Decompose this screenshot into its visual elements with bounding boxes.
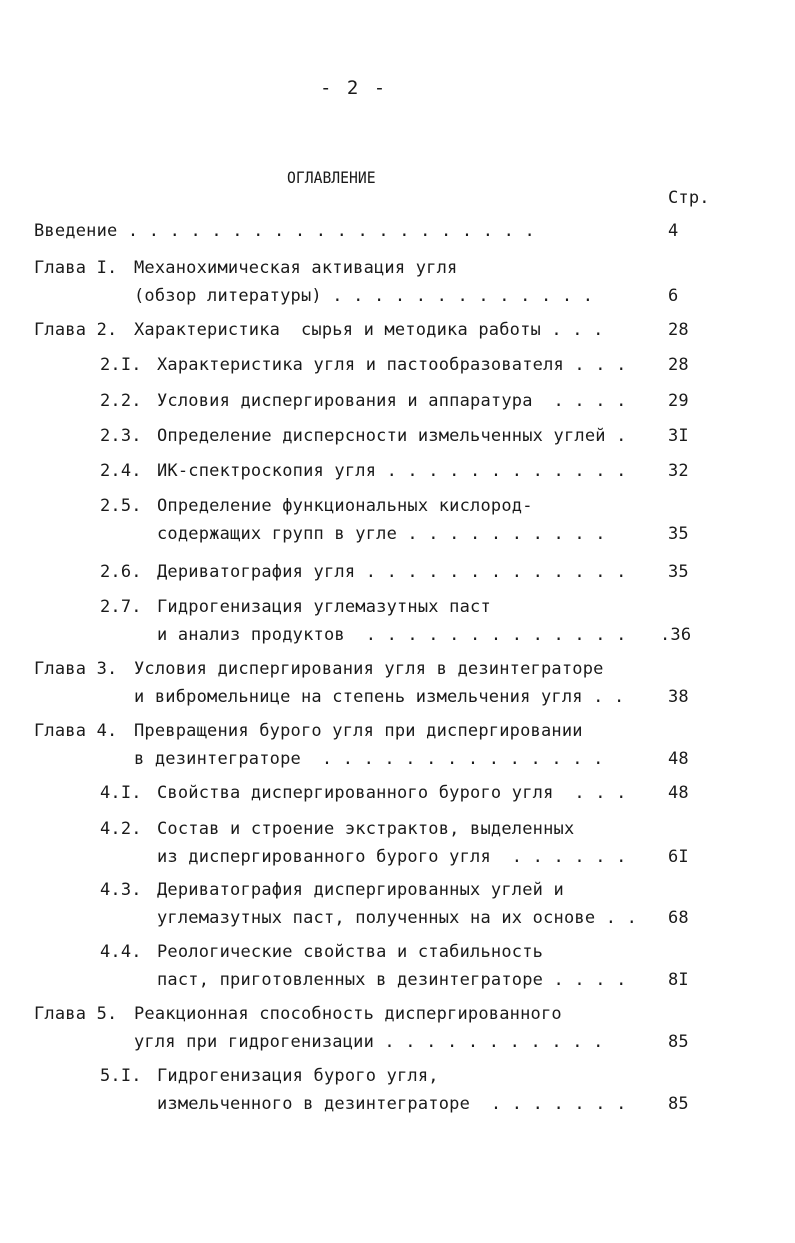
- toc-entry-page: 35: [668, 562, 689, 582]
- toc-entry-page: 3I: [668, 426, 689, 446]
- toc-entry-title-line: ИК-спектроскопия угля . . . . . . . . . . . .: [157, 461, 627, 481]
- toc-entry-label: 4.4.: [100, 942, 142, 962]
- toc-entry-page: 85: [668, 1094, 689, 1114]
- toc-entry-title-line: Гидрогенизация бурого угля,: [157, 1066, 439, 1086]
- toc-entry-label: Глава 5.: [34, 1004, 118, 1024]
- toc-entry-title-line: и вибромельнице на степень измельчения угля . .: [134, 687, 625, 707]
- toc-entry-label: 4.3.: [100, 880, 142, 900]
- toc-entry-title-line: Гидрогенизация углемазутных паст: [157, 597, 491, 617]
- toc-entry-page: 8I: [668, 970, 689, 990]
- toc-entry-title-line: Определение дисперсности измельченных углей .: [157, 426, 627, 446]
- toc-entry-title-line: в дезинтеграторе . . . . . . . . . . . . . .: [134, 749, 604, 769]
- toc-entry-page: 4: [668, 221, 679, 241]
- toc-entry-label: Глава 3.: [34, 659, 118, 679]
- page-column-header: Стр.: [668, 188, 710, 208]
- toc-entry-label: 2.7.: [100, 597, 142, 617]
- toc-entry-title-line: содержащих групп в угле . . . . . . . . . .: [157, 524, 606, 544]
- toc-entry-page: .36: [660, 625, 692, 645]
- toc-entry-page: 38: [668, 687, 689, 707]
- toc-entry-label: 2.4.: [100, 461, 142, 481]
- toc-entry-title-line: (обзор литературы) . . . . . . . . . . . . .: [134, 286, 594, 306]
- toc-entry-title-line: Условия диспергирования угля в дезинтеграторе: [134, 659, 604, 679]
- toc-entry-label: 4.2.: [100, 819, 142, 839]
- toc-entry-page: 6I: [668, 847, 689, 867]
- toc-entry-title-line: Свойства диспергированного бурого угля . . .: [157, 783, 627, 803]
- toc-entry-page: 68: [668, 908, 689, 928]
- toc-entry-label: 2.3.: [100, 426, 142, 446]
- toc-entry-title-line: Реологические свойства и стабильность: [157, 942, 544, 962]
- toc-entry-title-line: Реакционная способность диспергированного: [134, 1004, 562, 1024]
- toc-entry-title-line: Характеристика угля и пастообразователя . . .: [157, 355, 627, 375]
- toc-entry-title-line: Механохимическая активация угля: [134, 258, 458, 278]
- toc-entry-page: 32: [668, 461, 689, 481]
- toc-entry-title-line: Характеристика сырья и методика работы . . .: [134, 320, 604, 340]
- toc-entry-title-line: из диспергированного бурого угля . . . . . .: [157, 847, 627, 867]
- toc-entry-title-line: паст, приготовленных в дезинтеграторе . . . .: [157, 970, 627, 990]
- toc-entry-page: 35: [668, 524, 689, 544]
- toc-entry-page: 28: [668, 355, 689, 375]
- toc-entry-title-line: Состав и строение экстрактов, выделенных: [157, 819, 575, 839]
- toc-entry-page: 85: [668, 1032, 689, 1052]
- toc-entry-title-line: Введение . . . . . . . . . . . . . . . . . . . .: [34, 221, 535, 241]
- toc-title: ОГЛАВЛЕНИЕ: [287, 168, 376, 187]
- toc-entry-label: Глава I.: [34, 258, 118, 278]
- toc-entry-label: Глава 2.: [34, 320, 118, 340]
- toc-entry-label: 4.I.: [100, 783, 142, 803]
- toc-entry-page: 28: [668, 320, 689, 340]
- toc-entry-label: 2.6.: [100, 562, 142, 582]
- toc-entry-label: 2.5.: [100, 496, 142, 516]
- toc-entry-label: 5.I.: [100, 1066, 142, 1086]
- toc-entry-page: 29: [668, 391, 689, 411]
- toc-entry-label: 2.I.: [100, 355, 142, 375]
- toc-entry-title-line: Условия диспергирования и аппаратура . . . .: [157, 391, 627, 411]
- toc-entry-page: 48: [668, 783, 689, 803]
- page-number: - 2 -: [320, 77, 388, 99]
- toc-entry-title-line: углемазутных паст, полученных на их основе . .: [157, 908, 638, 928]
- toc-entry-title-line: и анализ продуктов . . . . . . . . . . . . .: [157, 625, 627, 645]
- toc-entry-title-line: измельченного в дезинтеграторе . . . . . . .: [157, 1094, 627, 1114]
- toc-entry-title-line: Дериватография диспергированных углей и: [157, 880, 564, 900]
- toc-entry-page: 6: [668, 286, 679, 306]
- toc-entry-title-line: Дериватография угля . . . . . . . . . . . . .: [157, 562, 627, 582]
- toc-entry-title-line: угля при гидрогенизации . . . . . . . . . . .: [134, 1032, 604, 1052]
- toc-entry-page: 48: [668, 749, 689, 769]
- toc-entry-title-line: Превращения бурого угля при диспергировании: [134, 721, 583, 741]
- toc-entry-title-line: Определение функциональных кислород-: [157, 496, 533, 516]
- toc-entry-label: Глава 4.: [34, 721, 118, 741]
- toc-entry-label: 2.2.: [100, 391, 142, 411]
